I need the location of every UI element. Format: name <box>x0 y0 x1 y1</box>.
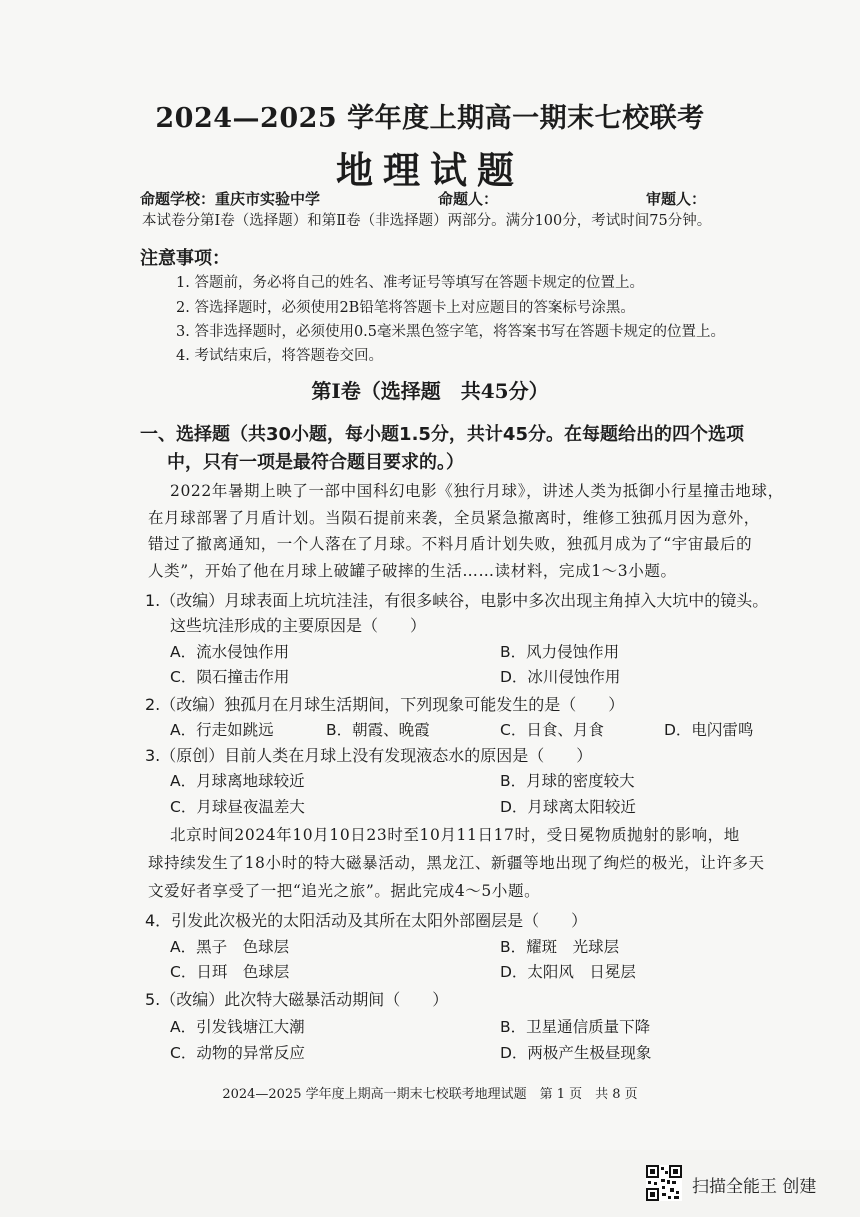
material-line: 错过了撤离通知，一个人落在了月球。不料月盾计划失败，独孤月成为了“宇宙最后的 <box>148 535 753 553</box>
scanner-watermark: 扫描全能王 创建 <box>692 1177 817 1197</box>
notice-item: 3. 答非选择题时，必须使用0.5毫米黑色签字笔，将答案书写在答题卡规定的位置上。 <box>176 324 726 340</box>
exam-title: 2024—2025 学年度上期高一期末七校联考 <box>155 103 705 134</box>
paper-intro: 本试卷分第Ⅰ卷（选择题）和第Ⅱ卷（非选择题）两部分。满分100分，考试时间75分钟。 <box>142 213 712 229</box>
part-heading: 第Ⅰ卷（选择题 共45分） <box>311 379 549 403</box>
material-line: 球持续发生了18小时的特大磁暴活动，黑龙江、新疆等地出现了绚烂的极光，让许多天 <box>148 854 765 872</box>
option: D．电闪雷鸣 <box>664 721 754 739</box>
notice-item: 1. 答题前，务必将自己的姓名、准考证号等填写在答题卡规定的位置上。 <box>176 275 644 291</box>
option: A．月球离地球较近 <box>170 772 305 790</box>
option: B．卫星通信质量下降 <box>500 1018 651 1036</box>
material-line: 北京时间2024年10月10日23时至10月11日17时，受日冕物质抛射的影响，地 <box>170 826 740 844</box>
qr-code-icon <box>646 1165 682 1201</box>
option: A．引发钱塘江大潮 <box>170 1018 305 1036</box>
section-heading-cont: 中，只有一项是最符合题目要求的。） <box>167 452 464 473</box>
material-line: 在月球部署了月盾计划。当陨石提前来袭，全员紧急撤离时，维修工独孤月因为意外， <box>148 509 760 527</box>
option: B．月球的密度较大 <box>500 772 635 790</box>
subject-title: 地理试题 <box>336 148 524 192</box>
option: C．日食、月食 <box>500 721 604 739</box>
setter-school: 命题学校：重庆市实验中学 <box>140 190 321 208</box>
option: D．两极产生极昼现象 <box>500 1044 652 1062</box>
notice-item: 2. 答选择题时，必须使用2B铅笔将答题卡上对应题目的答案标号涂黑。 <box>176 300 635 316</box>
option: A．行走如跳远 <box>170 721 274 739</box>
question-stem: 1.（改编）月球表面上坑坑洼洼，有很多峡谷，电影中多次出现主角掉入大坑中的镜头。 <box>145 591 769 610</box>
section-heading: 一、选择题（共30小题，每小题1.5分，共计45分。在每题给出的四个选项 <box>140 424 744 445</box>
material-line: 文爱好者享受了一把“追光之旅”。据此完成4～5小题。 <box>148 882 541 900</box>
option: D．月球离太阳较近 <box>500 798 636 816</box>
option: C．陨石撞击作用 <box>170 668 290 686</box>
option: D．冰川侵蚀作用 <box>500 668 621 686</box>
material-line: 人类”，开始了他在月球上破罐子破摔的生活……读材料，完成1～3小题。 <box>148 562 677 580</box>
option: B．风力侵蚀作用 <box>500 643 620 661</box>
question-stem: 3.（原创）目前人类在月球上没有发现液态水的原因是（ ） <box>145 746 593 765</box>
setter-reviewer: 审题人： <box>646 190 707 208</box>
question-stem: 5.（改编）此次特大磁暴活动期间（ ） <box>145 990 449 1009</box>
option: B．朝霞、晚霞 <box>326 721 430 739</box>
page-footer: 2024—2025 学年度上期高一期末七校联考地理试题 第 1 页 共 8 页 <box>222 1087 638 1102</box>
notice-item: 4. 考试结束后，将答题卷交回。 <box>176 348 383 364</box>
notice-heading: 注意事项： <box>140 248 230 269</box>
option: A．黑子 色球层 <box>170 938 290 956</box>
question-stem-cont: 这些坑洼形成的主要原因是（ ） <box>170 616 427 635</box>
question-stem: 4．引发此次极光的太阳活动及其所在太阳外部圈层是（ ） <box>145 911 588 930</box>
option: B．耀斑 光球层 <box>500 938 620 956</box>
option: C．动物的异常反应 <box>170 1044 305 1062</box>
setter-author: 命题人： <box>438 190 499 208</box>
material-line: 2022年暑期上映了一部中国科幻电影《独行月球》，讲述人类为抵御小行星撞击地球， <box>170 482 784 500</box>
option: C．月球昼夜温差大 <box>170 798 305 816</box>
option: C．日珥 色球层 <box>170 963 290 981</box>
question-stem: 2.（改编）独孤月在月球生活期间，下列现象可能发生的是（ ） <box>145 695 625 714</box>
option: A．流水侵蚀作用 <box>170 643 290 661</box>
option: D．太阳风 日冕层 <box>500 963 636 981</box>
